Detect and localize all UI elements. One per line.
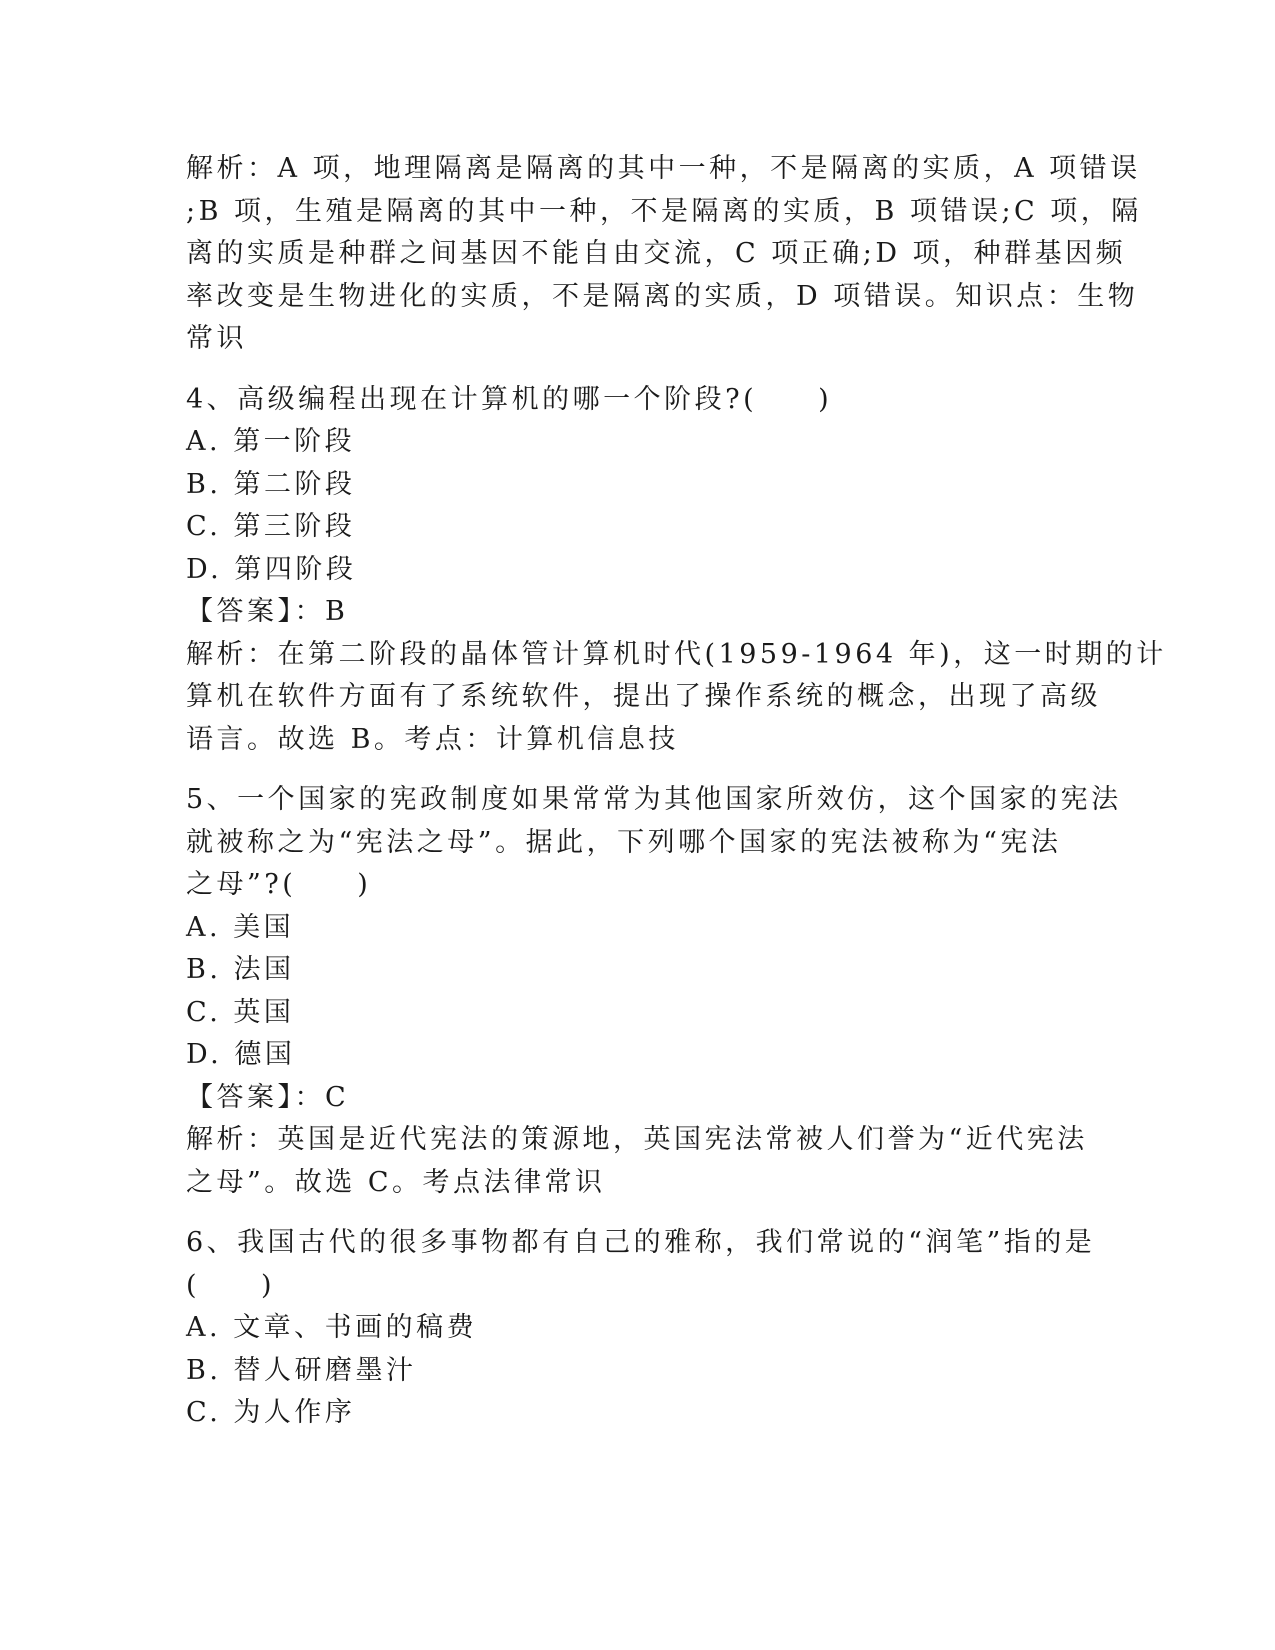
answer: 【答案】：C	[186, 1081, 350, 1113]
question-text: 之母”?( )	[186, 869, 372, 900]
option-a: A. 文章、书画的稿费	[186, 1312, 478, 1343]
analysis-line: 离的实质是种群之间基因不能自由交流，C 项正确;D 项，种群基因频	[186, 238, 1127, 269]
question-text: ( )	[186, 1269, 276, 1301]
analysis-line: 之母”。故选 C。考点法律常识	[186, 1166, 606, 1198]
analysis-line: 解析：英国是近代宪法的策源地，英国宪法常被人们誉为“近代宪法	[186, 1124, 1088, 1155]
analysis-line: 算机在软件方面有了系统软件，提出了操作系统的概念，出现了高级	[186, 681, 1101, 712]
analysis-line: 常识	[186, 323, 247, 354]
option-d: D. 德国	[186, 1039, 296, 1070]
option-b: B. 第二阶段	[186, 468, 356, 500]
question-text: 4、高级编程出现在计算机的哪一个阶段?( )	[186, 383, 833, 415]
analysis-line: 语言。故选 B。考点：计算机信息技	[186, 723, 679, 755]
question-5	[186, 779, 1122, 1204]
document-page	[186, 148, 1167, 1453]
q3-analysis	[186, 148, 1142, 361]
question-text: 6、我国古代的很多事物都有自己的雅称，我们常说的“润笔”指的是	[186, 1227, 1096, 1258]
option-a: A. 美国	[186, 911, 295, 943]
question-text: 就被称之为“宪法之母”。据此，下列哪个国家的宪法被称为“宪法	[186, 826, 1062, 858]
analysis-line: 解析：在第二阶段的晶体管计算机时代(1959-1964 年)，这一时期的计	[186, 638, 1167, 670]
question-text: 5、一个国家的宪政制度如果常常为其他国家所效仿，这个国家的宪法	[186, 784, 1122, 815]
question-4	[186, 379, 1167, 762]
option-c: C. 第三阶段	[186, 511, 356, 542]
option-d: D. 第四阶段	[186, 553, 357, 585]
analysis-line: 解析：A 项，地理隔离是隔离的其中一种，不是隔离的实质，A 项错误	[186, 153, 1141, 184]
answer: 【答案】：B	[186, 596, 349, 627]
option-b: B. 替人研磨墨汁	[186, 1354, 417, 1386]
option-b: B. 法国	[186, 954, 295, 985]
question-6	[186, 1222, 1096, 1435]
option-a: A. 第一阶段	[186, 426, 356, 457]
analysis-line: ;B 项，生殖是隔离的其中一种，不是隔离的实质，B 项错误;C 项，隔	[186, 195, 1142, 227]
option-c: C. 英国	[186, 996, 295, 1028]
analysis-line: 率改变是生物进化的实质，不是隔离的实质，D 项错误。知识点：生物	[186, 280, 1139, 312]
option-c: C. 为人作序	[186, 1397, 356, 1428]
